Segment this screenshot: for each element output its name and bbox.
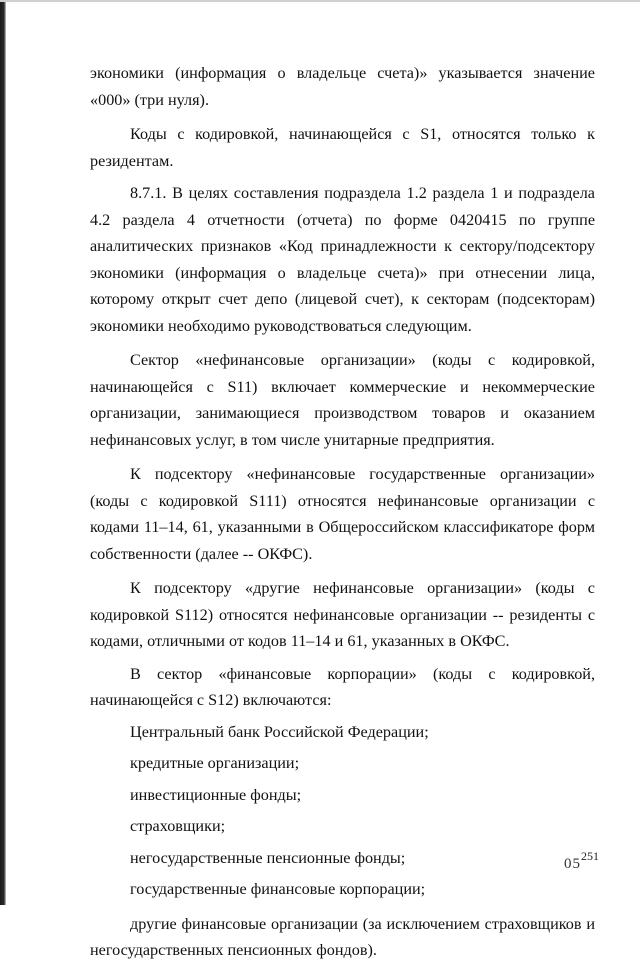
paragraph-s112: К подсектору «другие нефинансовые организации» (коды с кодировкой S112) относятся нефинансовые организации -- резиденты с кодами, отличными от кодов 11–14 и 61, указанных в ОКФС. (90, 579, 595, 650)
list-item: государственные финансовые корпорации; (130, 880, 426, 898)
scan-edge (0, 0, 6, 905)
paragraph-other-financial: другие финансовые организации (за исключением страховщиков и негосударственных пенсионных фондов). (90, 914, 595, 959)
page-number: 251 (581, 849, 599, 863)
document-body (90, 60, 595, 964)
paragraph-nonfinancial-sector: Сектор «нефинансовые организации» (коды с кодировкой, начинающейся с S11) включает коммерческие и некоммерческие организации, занимающиеся производством товаров и оказанием нефинансовых услуг, в том числе унитарные предприятия. (90, 351, 595, 449)
paragraph-continuation: экономики (информация о владельце счета)» указывается значение «000» (три нуля). (90, 64, 595, 109)
list-item: страховщики; (130, 817, 226, 835)
scan-edge-top (0, 0, 640, 2)
list-item: Центральный банк Российской Федерации; (130, 722, 429, 741)
paragraph-8-7-1: 8.7.1. В целях составления подраздела 1.2 раздела 1 и подраздела 4.2 раздела 4 отчетности (отчета) по форме 0420415 по группе аналитических признаков «Код принадлежности к сектору/подсектору экономики (информация о владельце счета)» при отнесении лица, которому открыт счет депо (лицевой счет), к секторам (подсекторам) экономики необходимо руководствоваться следующим. (90, 184, 595, 335)
list-item: инвестиционные фонды; (130, 785, 302, 804)
paragraph-residents: Коды с кодировкой, начинающейся с S1, относятся только к резидентам. (90, 125, 595, 170)
paragraph-s111: К подсектору «нефинансовые государственные организации» (коды с кодировкой S111) относятся нефинансовые организации с кодами 11–14, 61, указанными в Общероссийском классификаторе форм собственности (далее -- ОКФС). (90, 465, 595, 563)
page-stamp (564, 849, 599, 873)
stamp-mark: 05 (564, 856, 581, 872)
paragraph-financial-corporations: В сектор «финансовые корпорации» (коды с кодировкой, начинающейся с S12) включаются: (90, 664, 595, 709)
list-item: кредитные организации; (130, 754, 300, 772)
list-item: негосударственные пенсионные фонды; (130, 848, 406, 867)
